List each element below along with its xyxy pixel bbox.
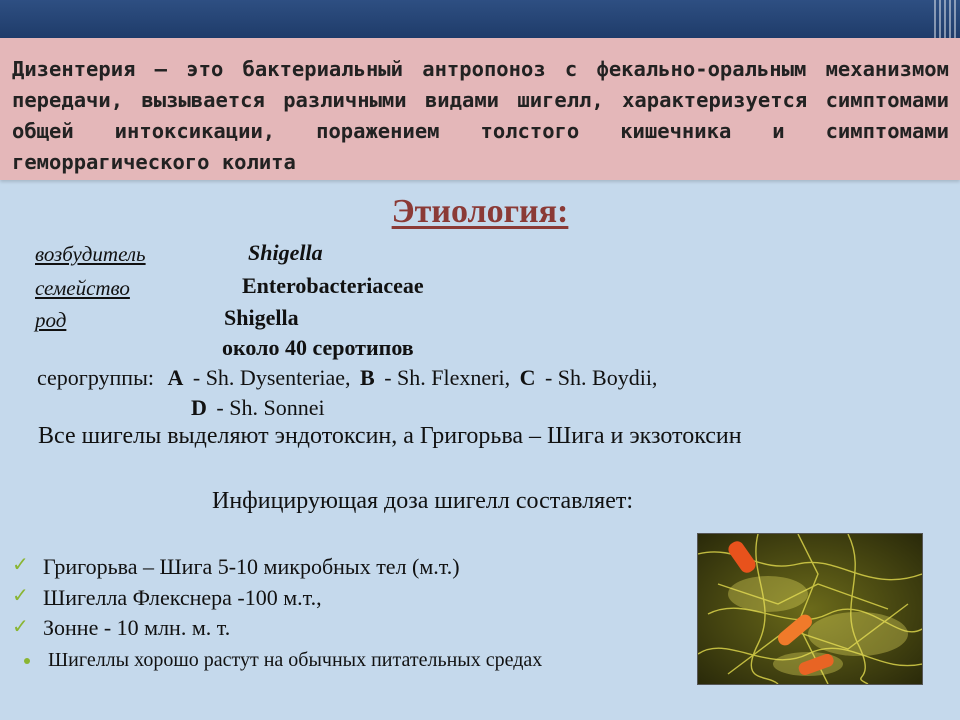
toxins-text: Все шигелы выделяют эндотоксин, а Григорьва – Шига и экзотоксин <box>38 423 742 449</box>
checkmark-icon: ✓ <box>12 552 29 576</box>
growth-note: Шигеллы хорошо растут на обычных питательных средах <box>48 649 543 671</box>
serogroup-c-text: - Sh. Boydii, <box>544 365 658 390</box>
serogroups-line <box>37 365 657 391</box>
family-label: семейство <box>35 276 130 300</box>
dose-item: Шигелла Флекснера -100 м.т., <box>43 585 322 610</box>
etiology-heading-text: Этиология: <box>391 193 569 230</box>
dose-item: Григорьва – Шига 5-10 микробных тел (м.т.) <box>43 554 460 579</box>
bacteria-micrograph <box>697 533 923 685</box>
serogroup-c-letter: C <box>519 365 536 390</box>
serogroup-b-letter: B <box>360 365 375 390</box>
serotype-count: около 40 серотипов <box>222 335 414 360</box>
decorative-stripes <box>934 0 956 38</box>
serogroups-label: серогруппы: <box>37 365 154 390</box>
checkmark-icon: ✓ <box>12 614 29 638</box>
serogroup-d-letter: D <box>191 395 207 420</box>
genus-label: род <box>35 308 67 332</box>
dot-icon <box>24 658 30 664</box>
serogroup-b-text: - Sh. Flexneri, <box>384 365 511 390</box>
top-bar <box>0 0 960 38</box>
definition-text: Дизентерия – это бактериальный антропоноз с фекально-оральным механизмом передачи, вызывается различными видами шигелл, характеризуется симптомами общей интоксикации, поражением толстого кишечника и симптомами геморрагического колита <box>12 57 949 174</box>
serogroup-a-text: - Sh. Dysenteriae, <box>192 365 351 390</box>
definition-box <box>0 38 960 180</box>
pathogen-value: Shigella <box>248 240 323 265</box>
checkmark-icon: ✓ <box>12 583 29 607</box>
dose-item: Зонне - 10 млн. м. т. <box>43 615 231 640</box>
serogroup-d-text: - Sh. Sonnei <box>216 395 325 420</box>
etiology-heading <box>0 192 960 232</box>
genus-value: Shigella <box>224 305 299 330</box>
serogroup-d-line <box>191 395 325 421</box>
dose-heading: Инфицирующая доза шигелл составляет: <box>212 488 634 514</box>
serogroup-a-letter: A <box>167 365 184 390</box>
family-value: Enterobacteriaceae <box>242 273 424 298</box>
pathogen-label: возбудитель <box>35 242 146 266</box>
